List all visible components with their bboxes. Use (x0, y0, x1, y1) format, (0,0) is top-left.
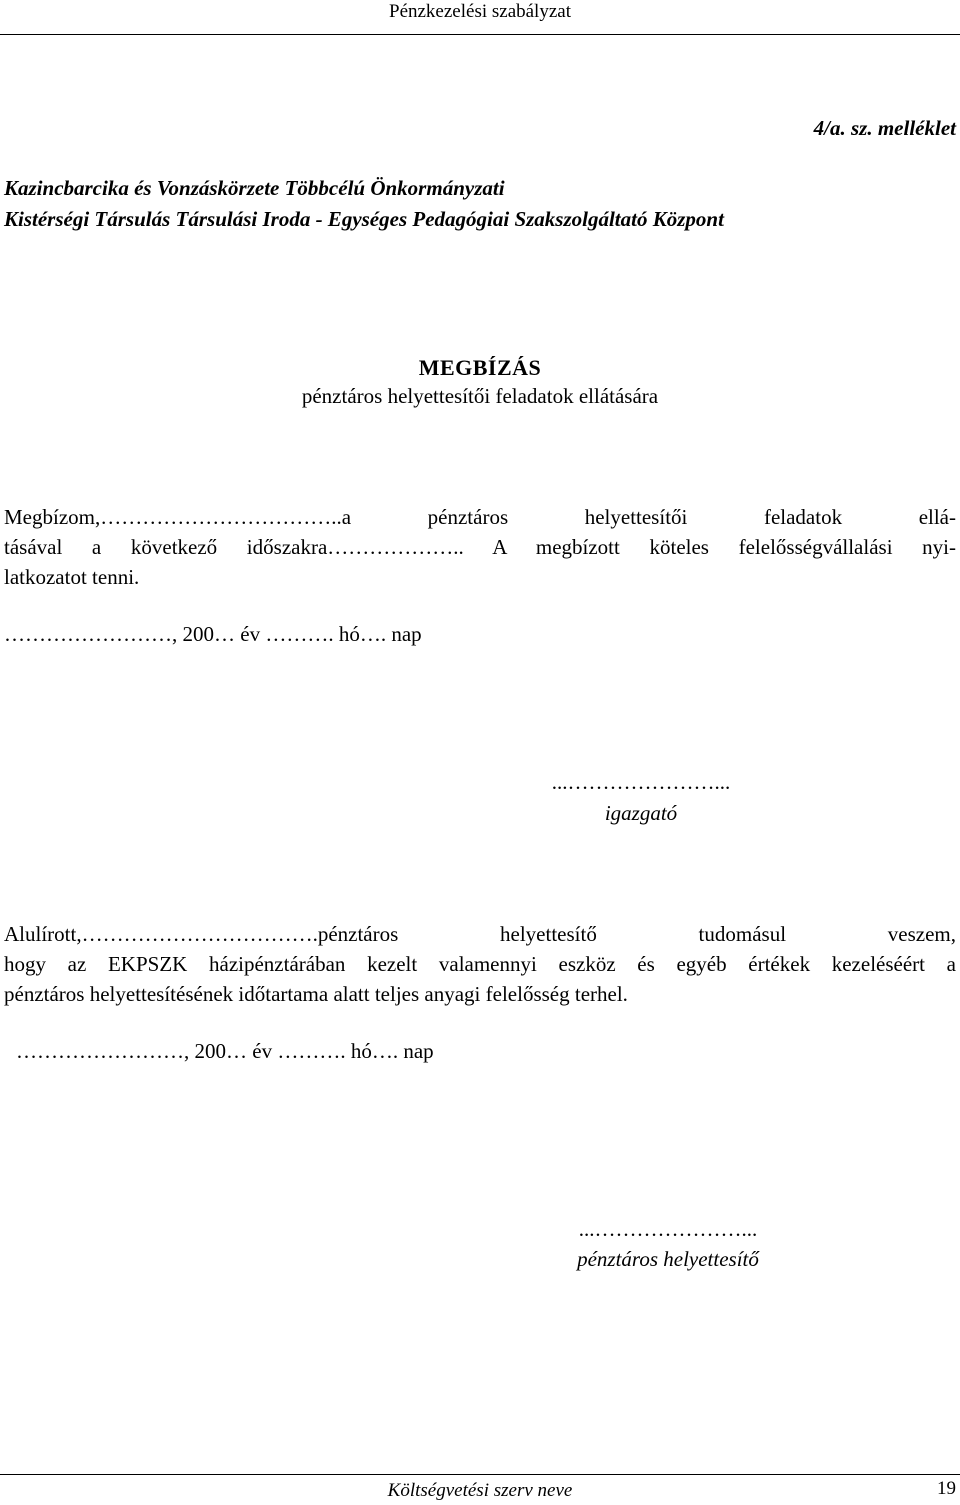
date-line-2: ……………………, 200… év ………. hó…. nap (16, 1039, 434, 1063)
header-divider (0, 34, 960, 35)
annex-label: 4/a. sz. melléklet (813, 116, 956, 140)
acknowledgement-line-1: Alulírott,…………………………….pénztáros helyettesítő tudomásul veszem, (4, 922, 956, 946)
running-header: Pénzkezelési szabályzat (389, 1, 571, 22)
footer-organization-name: Költségvetési szerv neve (387, 1480, 573, 1501)
signature-line-cashier: ...…………………... (578, 1217, 758, 1241)
acknowledgement-line-2: hogy az EKPSZK házipénztárában kezelt valamennyi eszköz és egyéb értékek kezeléséért a (4, 952, 956, 976)
assignment-paragraph (4, 502, 956, 592)
signature-role-cashier: pénztáros helyettesítő (577, 1247, 759, 1271)
assignment-line-2: tásával a következő időszakra……………….. A megbízott köteles felelősségvállalási nyi- (4, 535, 956, 559)
acknowledgement-line-3: pénztáros helyettesítésének időtartama alatt teljes anyagi felelősség terhel. (4, 982, 628, 1006)
signature-line-director: ...…………………... (551, 770, 731, 794)
organization-line-1: Kazincbarcika és Vonzáskörzete Többcélú Önkormányzati (4, 176, 505, 200)
document-title: MEGBÍZÁS (418, 355, 542, 380)
footer-divider (0, 1474, 960, 1475)
acknowledgement-paragraph (4, 919, 956, 1009)
assignment-line-3: latkozatot tenni. (4, 565, 140, 589)
document-subtitle: pénztáros helyettesítői feladatok ellátására (301, 384, 659, 408)
page-number: 19 (937, 1478, 956, 1499)
signature-role-director: igazgató (604, 801, 678, 825)
organization-line-2: Kistérségi Társulás Társulási Iroda - Egységes Pedagógiai Szakszolgáltató Központ (4, 207, 724, 231)
date-line-1: ……………………, 200… év ………. hó…. nap (4, 622, 422, 646)
assignment-line-1: Megbízom,……………………………..a pénztáros helyettesítői feladatok ellá- (4, 505, 956, 529)
